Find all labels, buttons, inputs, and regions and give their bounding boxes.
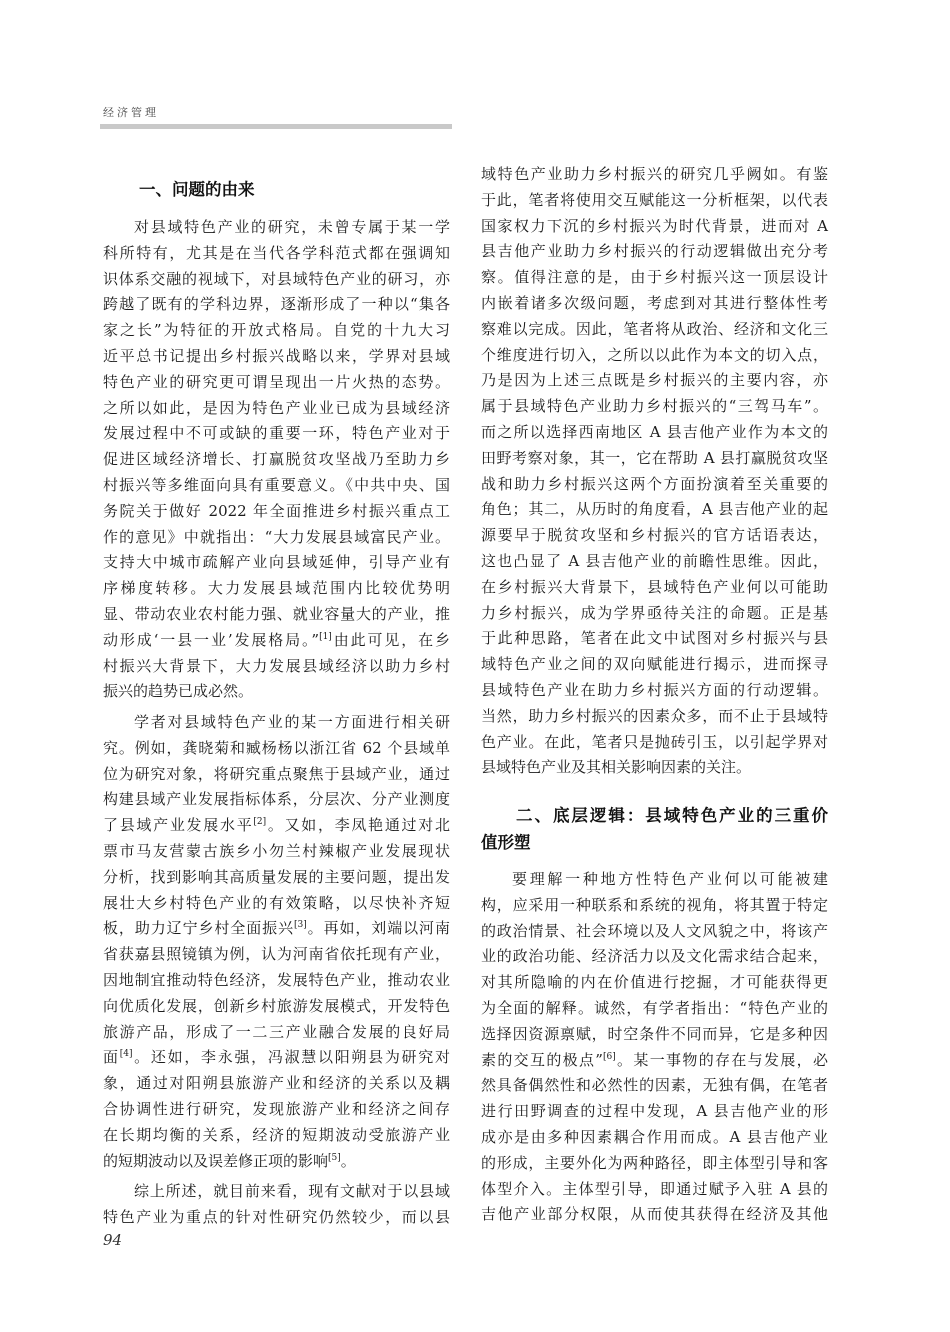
text-line: 了县域产业发展水平[2]。又如，李凤艳通过对北 (103, 816, 450, 835)
text-line: 因地制宜推动特色经济，发展特色产业，推动农业 (103, 970, 450, 989)
text-line: 面[4]。还如，李永强，冯淑慧以阳朔县为研究对 (103, 1048, 450, 1067)
text-line: 显、带动农业农村能力强、就业容量大的产业，推 (103, 604, 450, 623)
text-line: 向优质化发展，创新乡村旅游发展模式，开发特色 (103, 996, 450, 1015)
text-line: 成亦是由多种因素耦合作用而成。A 县吉他产业 (481, 1127, 828, 1146)
text-line: 科所特有，尤其是在当代各学科范式都在强调知 (103, 243, 450, 262)
text-line: 战和助力乡村振兴这两个方面扮演着至关重要的 (481, 474, 828, 493)
text-line: 省获嘉县照镜镇为例，认为河南省依托现有产业， (103, 945, 450, 964)
text-line: 然具备偶然性和必然性的因素，无独有偶，在笔者 (481, 1076, 828, 1095)
text-line: 色产业。在此，笔者只是抛砖引玉，以引起学界对 (481, 732, 828, 751)
section-heading-2-line: 二、底层逻辑：县域特色产业的三重价 (516, 806, 828, 825)
text-line: 察。值得注意的是，由于乡村振兴这一顶层设计 (481, 268, 828, 287)
section-heading-2-line: 值形塑 (481, 833, 531, 852)
text-line: 进行田野调查的过程中发现，A 县吉他产业的形 (481, 1102, 828, 1121)
paragraph-right-continued (481, 162, 828, 781)
section-heading-2 (481, 802, 828, 856)
text-line: 特色产业为重点的针对性研究仍然较少，而以县 (103, 1207, 450, 1226)
text-line: 域特色产业助力乡村振兴的研究几乎阙如。有鉴 (481, 165, 828, 183)
text-line: 学者对县域特色产业的某一方面进行相关研 (134, 713, 450, 731)
text-line: 近平总书记提出乡村振兴战略以来，学界对县域 (103, 346, 450, 365)
text-line: 特色产业的研究更可谓呈现出一片火热的态势。 (103, 372, 450, 391)
text-line: 究。例如，龚晓菊和臧杨杨以浙江省 62 个县域单 (103, 738, 450, 757)
text-line: 个维度进行切入，之所以以此作为本文的切入点， (481, 345, 828, 364)
citation-ref: [5] (328, 1152, 341, 1163)
text-line: 综上所述，就目前来看，现有文献对于以县域 (134, 1182, 450, 1200)
text-line: 识体系交融的视域下，对县域特色产业的研习，亦 (103, 269, 450, 288)
text-line: 内嵌着诸多次级问题，考虑到对其进行整体性考 (481, 293, 828, 312)
text-line: 的短期波动以及误差修正项的影响[5]。 (103, 1151, 356, 1170)
text-line: 分析，找到影响其高质量发展的主要问题，提出发 (103, 867, 450, 886)
text-line: 业的政治功能、经济活力以及文化需求结合起来， (481, 947, 828, 966)
text-line: 当然，助力乡村振兴的因素众多，而不止于县域特 (481, 706, 828, 725)
text-line: 于此种思路，笔者在此文中试图对乡村振兴与县 (481, 629, 828, 648)
text-line: 作的意见》中就指出：“大力发展县域富民产业。 (103, 527, 450, 546)
text-line: 在乡村振兴大背景下，县域特色产业何以可能助 (481, 577, 828, 596)
text-line: 序梯度转移。大力发展县域范围内比较优势明 (103, 579, 450, 598)
paragraph-left-3 (103, 1179, 450, 1231)
text-line: 务院关于做好 2022 年全面推进乡村振兴重点工 (103, 501, 450, 520)
text-line: 为全面的解释。诚然，有学者指出：“特色产业的 (481, 998, 828, 1017)
text-line: 县域特色产业在助力乡村振兴方面的行动逻辑。 (481, 680, 828, 699)
text-line: 选择因资源禀赋，时空条件不同而异，它是多种因 (481, 1024, 828, 1043)
text-line: 板，助力辽宁乡村全面振兴[3]。再如，刘端以河南 (103, 919, 450, 938)
text-line: 村振兴等多维面向具有重要意义。《中共中央、国 (103, 475, 450, 494)
header-rule (100, 124, 452, 129)
text-line: 位为研究对象，将研究重点聚焦于县域产业，通过 (103, 764, 450, 783)
text-line: 属于县域特色产业助力乡村振兴的“三驾马车”。 (481, 397, 828, 416)
page-number: 94 (103, 1231, 123, 1249)
paragraph-left-1 (103, 215, 450, 705)
text-line: 而之所以选择西南地区 A 县吉他产业作为本文的 (481, 422, 828, 441)
text-line: 县吉他产业助力乡村振兴的行动逻辑做出充分考 (481, 242, 828, 261)
text-line: 展壮大乡村特色产业的有效策略，以尽快补齐短 (103, 893, 450, 912)
text-line: 县域特色产业及其相关影响因素的关注。 (481, 758, 752, 777)
text-line: 体型介入。主体型引导，即通过赋予入驻 A 县的 (481, 1179, 828, 1198)
text-line: 构，应采用一种联系和系统的视角，将其置于特定 (481, 895, 828, 914)
text-line: 发展过程中不可或缺的重要一环，特色产业对于 (103, 424, 450, 443)
text-line: 力乡村振兴，成为学界亟待关注的命题。正是基 (481, 603, 828, 622)
text-line: 支持大中城市疏解产业向县域延伸，引导产业有 (103, 553, 450, 572)
running-head-section: 经济管理 (103, 106, 159, 119)
text-line: 的形成，主要外化为两种路径，即主体型引导和客 (481, 1153, 828, 1172)
text-line: 旅游产品，形成了一二三产业融合发展的良好局 (103, 1022, 450, 1041)
text-line: 对其所隐喻的内在价值进行挖掘，才可能获得更 (481, 973, 828, 992)
text-line: 要理解一种地方性特色产业何以可能被建 (512, 870, 828, 888)
citation-ref: [6] (602, 1051, 616, 1062)
text-line: 乃是因为上述三点既是乡村振兴的主要内容，亦 (481, 371, 828, 390)
text-line: 国家权力下沉的乡村振兴为时代背景，进而对 A (481, 216, 828, 235)
text-line: 构建县域产业发展指标体系，分层次、分产业测度 (103, 790, 450, 809)
text-line: 象，通过对阳朔县旅游产业和经济的关系以及耦 (103, 1074, 450, 1093)
text-line: 田野考察对象，其一，它在帮助 A 县打赢脱贫攻坚 (481, 448, 828, 467)
text-line: 素的交互的极点”[6]。某一事物的存在与发展，必 (481, 1050, 828, 1069)
text-line: 动形成‘一县一业’发展格局。”[1]由此可见，在乡 (103, 630, 450, 649)
text-line: 振兴的趋势已成必然。 (103, 682, 254, 701)
citation-ref: [4] (119, 1049, 133, 1060)
text-line: 促进区域经济增长、打赢脱贫攻坚战乃至助力乡 (103, 450, 450, 469)
text-line: 域特色产业之间的双向赋能进行揭示，进而探寻 (481, 655, 828, 674)
text-line: 对县域特色产业的研究，未曾专属于某一学 (134, 218, 450, 236)
text-line: 角色；其二，从历时的角度看，A 县吉他产业的起 (481, 500, 828, 519)
text-line: 村振兴大背景下，大力发展县域经济以助力乡村 (103, 656, 450, 675)
citation-ref: [1] (319, 631, 332, 642)
paragraph-right-2 (481, 867, 828, 1228)
text-line: 这也凸显了 A 县吉他产业的前瞻性思维。因此， (481, 551, 828, 570)
text-line: 合协调性进行研究，发现旅游产业和经济之间存 (103, 1099, 450, 1118)
text-line: 之所以如此，是因为特色产业业已成为县域经济 (103, 398, 450, 417)
text-line: 票市马友营蒙古族乡小勿兰村辣椒产业发展现状 (103, 841, 450, 860)
citation-ref: [3] (293, 920, 307, 931)
text-line: 源要早于脱贫攻坚和乡村振兴的官方话语表达， (481, 526, 828, 545)
text-line: 跨越了既有的学科边界，逐渐形成了一种以“集各 (103, 295, 450, 314)
text-line: 察难以完成。因此，笔者将从政治、经济和文化三 (481, 319, 828, 338)
citation-ref: [2] (253, 817, 267, 828)
text-line: 家之长”为特征的开放式格局。自党的十九大习 (103, 321, 450, 340)
text-line: 吉他产业部分权限，从而使其获得在经济及其他 (481, 1205, 828, 1224)
section-heading-1: 一、问题的由来 (139, 180, 255, 199)
text-line: 于此，笔者将使用交互赋能这一分析框架，以代表 (481, 190, 828, 209)
paragraph-left-2 (103, 710, 450, 1174)
text-line: 的政治情景、社会环境以及人文风貌之中，将该产 (481, 921, 828, 940)
text-line: 在长期均衡的关系，经济的短期波动受旅游产业 (103, 1125, 450, 1144)
